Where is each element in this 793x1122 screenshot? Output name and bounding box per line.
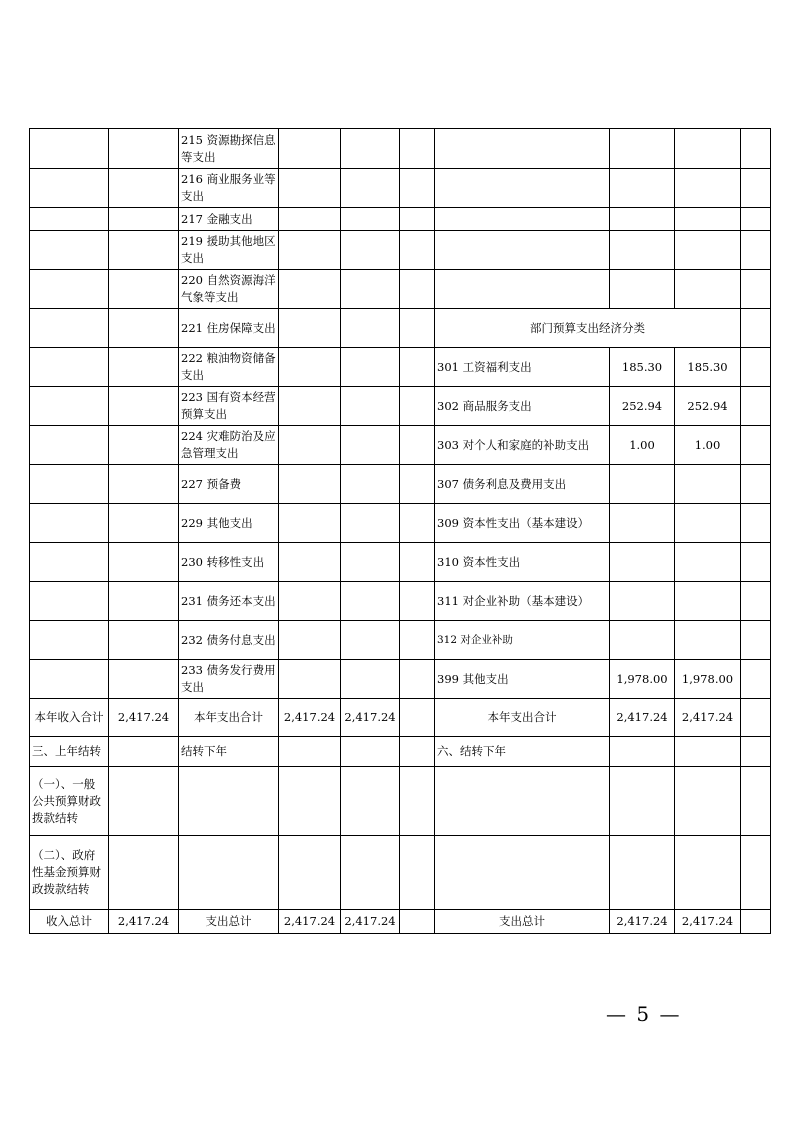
- amount-cell: 2,417.24: [279, 699, 341, 737]
- table-row: [30, 169, 771, 208]
- func-category-cell: 231 债务还本支出: [179, 582, 279, 621]
- expense-label-cell: 六、结转下年: [435, 737, 610, 767]
- func-category-cell: 215 资源勘探信息等支出: [179, 129, 279, 169]
- expense-label-cell: 结转下年: [179, 737, 279, 767]
- amount-cell: 2,417.24: [610, 699, 675, 737]
- func-category-cell: 227 预备费: [179, 465, 279, 504]
- econ-category-cell: 303 对个人和家庭的补助支出: [435, 426, 610, 465]
- expense-label-cell: 本年支出合计: [179, 699, 279, 737]
- amount-cell: 2,417.24: [610, 910, 675, 934]
- func-category-cell: 222 粮油物资储备支出: [179, 348, 279, 387]
- amount-cell: 185.30: [675, 348, 741, 387]
- income-label-cell: （二）、政府性基金预算财政拨款结转: [30, 836, 109, 910]
- table-row: [30, 621, 771, 660]
- func-category-cell: 230 转移性支出: [179, 543, 279, 582]
- econ-category-cell: 311 对企业补助（基本建设）: [435, 582, 610, 621]
- table-row: [30, 582, 771, 621]
- table-row: [30, 129, 771, 169]
- func-category-cell: 229 其他支出: [179, 504, 279, 543]
- econ-category-cell: 301 工资福利支出: [435, 348, 610, 387]
- table-row: [30, 465, 771, 504]
- amount-cell: 2,417.24: [109, 910, 179, 934]
- table-row: [30, 836, 771, 910]
- table-row: [30, 504, 771, 543]
- amount-cell: 252.94: [675, 387, 741, 426]
- func-category-cell: 219 援助其他地区支出: [179, 231, 279, 270]
- econ-category-cell: 309 资本性支出（基本建设）: [435, 504, 610, 543]
- econ-category-cell: 302 商品服务支出: [435, 387, 610, 426]
- income-label-cell: 本年收入合计: [30, 699, 109, 737]
- func-category-cell: 221 住房保障支出: [179, 309, 279, 348]
- econ-category-cell: 399 其他支出: [435, 660, 610, 699]
- amount-cell: 1,978.00: [675, 660, 741, 699]
- func-category-cell: 224 灾难防治及应急管理支出: [179, 426, 279, 465]
- annual-total-row: [30, 699, 771, 737]
- econ-class-header: 部门预算支出经济分类: [435, 309, 741, 348]
- amount-cell: 1,978.00: [610, 660, 675, 699]
- table-row: [30, 309, 771, 348]
- func-category-cell: 217 金融支出: [179, 208, 279, 231]
- amount-cell: 252.94: [610, 387, 675, 426]
- page-number: — 5 —: [606, 1002, 682, 1026]
- table-row: [30, 270, 771, 309]
- table-row: [30, 348, 771, 387]
- carryover-row: [30, 737, 771, 767]
- table-row: [30, 208, 771, 231]
- func-category-cell: 220 自然资源海洋气象等支出: [179, 270, 279, 309]
- econ-category-cell: 307 债务利息及费用支出: [435, 465, 610, 504]
- econ-category-cell: 310 资本性支出: [435, 543, 610, 582]
- grand-total-row: [30, 910, 771, 934]
- table-row: [30, 426, 771, 465]
- amount-cell: 1.00: [610, 426, 675, 465]
- amount-cell: 1.00: [675, 426, 741, 465]
- table-row: [30, 767, 771, 836]
- income-label-cell: 收入总计: [30, 910, 109, 934]
- income-label-cell: （一）、一般公共预算财政拨款结转: [30, 767, 109, 836]
- func-category-cell: 232 债务付息支出: [179, 621, 279, 660]
- expense-label-cell: 支出总计: [435, 910, 610, 934]
- amount-cell: 2,417.24: [279, 910, 341, 934]
- table-row: [30, 231, 771, 270]
- econ-category-cell: 312 对企业补助: [435, 621, 610, 660]
- func-category-cell: 216 商业服务业等支出: [179, 169, 279, 208]
- amount-cell: 2,417.24: [341, 699, 400, 737]
- func-category-cell: 233 债务发行费用支出: [179, 660, 279, 699]
- amount-cell: 185.30: [610, 348, 675, 387]
- expense-label-cell: 本年支出合计: [435, 699, 610, 737]
- income-label-cell: 三、上年结转: [30, 737, 109, 767]
- func-category-cell: 223 国有资本经营预算支出: [179, 387, 279, 426]
- table-row: [30, 387, 771, 426]
- table-row: [30, 660, 771, 699]
- table-row: [30, 543, 771, 582]
- expense-label-cell: 支出总计: [179, 910, 279, 934]
- amount-cell: 2,417.24: [675, 910, 741, 934]
- amount-cell: 2,417.24: [109, 699, 179, 737]
- budget-table: [29, 128, 771, 934]
- amount-cell: 2,417.24: [675, 699, 741, 737]
- amount-cell: 2,417.24: [341, 910, 400, 934]
